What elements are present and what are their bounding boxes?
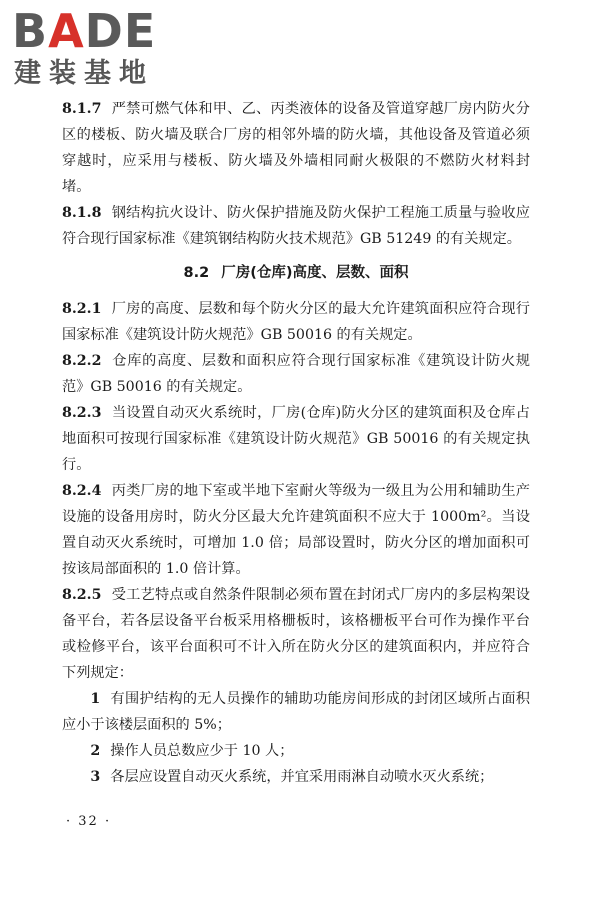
clause-text: 受工艺特点或自然条件限制必须布置在封闭式厂房内的多层构架设备平台，若各层设备平台板采用格栅板时，该格栅板平台可作为操作平台或检修平台，该平台面积可不计入所在防火分区的建筑面积内，并应符合下列规定：	[62, 587, 530, 681]
clause-text: 丙类厂房的地下室或半地下室耐火等级为一级且为公用和辅助生产设施的设备用房时，防火分区最大允许建筑面积不应大于 1000m²。当设置自动灭火系统时，可增加 1.0 倍；局部设置时，防火分区的增加面积可按该局部面积的 1.0 倍计算。	[62, 483, 530, 577]
section-heading-number: 8.2	[183, 265, 210, 281]
brand-logo	[8, 6, 188, 96]
logo-accent-letter: A	[48, 4, 85, 58]
section-heading	[62, 260, 530, 286]
clause-number: 8.2.4	[62, 483, 102, 499]
logo-wordmark: BADE	[12, 4, 157, 58]
clause-8-2-5	[62, 582, 530, 686]
clause-number: 8.2.2	[62, 353, 102, 369]
clause-text: 仓库的高度、层数和面积应符合现行国家标准《建筑设计防火规范》GB 50016 的有关规定。	[62, 353, 530, 395]
logo-subtitle: 建装基地	[14, 58, 154, 89]
list-item	[62, 764, 530, 790]
section-heading-title: 厂房(仓库)高度、层数、面积	[221, 265, 409, 281]
list-item-number: 3	[90, 769, 101, 785]
list-item-number: 1	[90, 691, 101, 707]
clause-text: 当设置自动灭火系统时，厂房(仓库)防火分区的建筑面积及仓库占地面积可按现行国家标准《建筑设计防火规范》GB 50016 的有关规定执行。	[62, 405, 530, 473]
clause-8-2-3	[62, 400, 530, 478]
list-item-number: 2	[90, 743, 101, 759]
clause-text: 钢结构抗火设计、防火保护措施及防火保护工程施工质量与验收应符合现行国家标准《建筑钢结构防火技术规范》GB 51249 的有关规定。	[62, 205, 530, 247]
clause-number: 8.1.8	[62, 205, 102, 221]
clause-number: 8.2.3	[62, 405, 102, 421]
list-item	[62, 686, 530, 738]
clause-8-2-1	[62, 296, 530, 348]
clause-8-1-8	[62, 200, 530, 252]
clause-8-1-7	[62, 96, 530, 200]
clause-text: 厂房的高度、层数和每个防火分区的最大允许建筑面积应符合现行国家标准《建筑设计防火规范》GB 50016 的有关规定。	[62, 301, 530, 343]
document-body	[62, 96, 530, 790]
list-item-text: 有围护结构的无人员操作的辅助功能房间形成的封闭区域所占面积应小于该楼层面积的 5%；	[62, 691, 530, 733]
list-item-text: 各层应设置自动灭火系统，并宜采用雨淋自动喷水灭火系统；	[110, 769, 494, 785]
page-number: · 32 ·	[66, 814, 112, 829]
list-item	[62, 738, 530, 764]
clause-number: 8.2.1	[62, 301, 102, 317]
list-item-text: 操作人员总数应少于 10 人；	[110, 743, 294, 759]
clause-text: 严禁可燃气体和甲、乙、丙类液体的设备及管道穿越厂房内防火分区的楼板、防火墙及联合厂房的相邻外墙的防火墙，其他设备及管道必须穿越时，应采用与楼板、防火墙及外墙相同耐火极限的不燃防火材料封堵。	[62, 101, 530, 195]
clause-number: 8.2.5	[62, 587, 102, 603]
clause-8-2-4	[62, 478, 530, 582]
clause-8-2-2	[62, 348, 530, 400]
clause-number: 8.1.7	[62, 101, 102, 117]
